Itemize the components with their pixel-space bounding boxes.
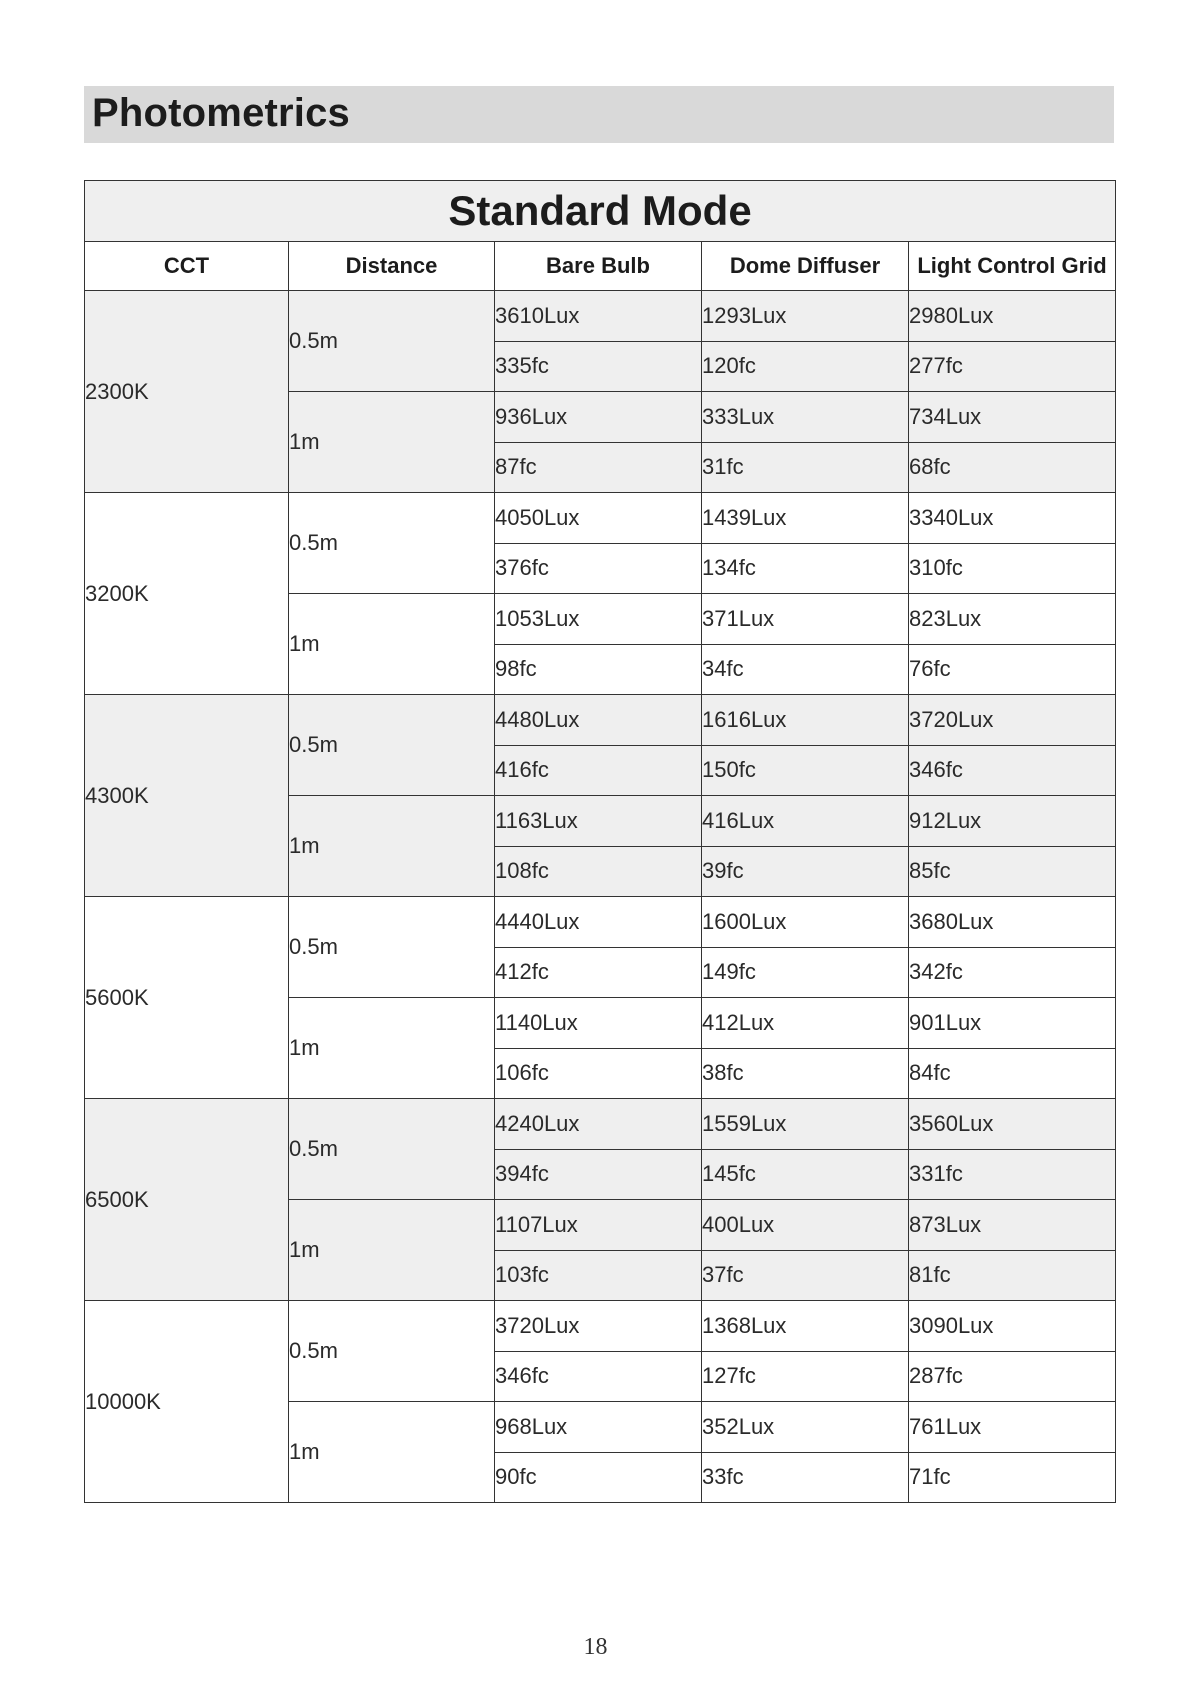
- bare-bulb-value: 87fc: [495, 442, 702, 493]
- light-control-grid-value: 901Lux: [909, 998, 1116, 1049]
- table-row: [85, 695, 1116, 746]
- distance-cell: 0.5m: [289, 493, 495, 594]
- distance-cell: 0.5m: [289, 695, 495, 796]
- dome-diffuser-value: 38fc: [702, 1048, 909, 1099]
- dome-diffuser-value: 1559Lux: [702, 1099, 909, 1150]
- light-control-grid-value: 76fc: [909, 644, 1116, 695]
- dome-diffuser-value: 39fc: [702, 846, 909, 897]
- distance-cell: 0.5m: [289, 897, 495, 998]
- bare-bulb-value: 1140Lux: [495, 998, 702, 1049]
- bare-bulb-value: 3720Lux: [495, 1301, 702, 1352]
- bare-bulb-value: 376fc: [495, 543, 702, 594]
- dome-diffuser-value: 1368Lux: [702, 1301, 909, 1352]
- bare-bulb-value: 106fc: [495, 1048, 702, 1099]
- bare-bulb-value: 416fc: [495, 745, 702, 796]
- photometrics-table: [84, 180, 1116, 1503]
- dome-diffuser-value: 1439Lux: [702, 493, 909, 544]
- light-control-grid-value: 331fc: [909, 1149, 1116, 1200]
- dome-diffuser-value: 416Lux: [702, 796, 909, 847]
- dome-diffuser-value: 150fc: [702, 745, 909, 796]
- bare-bulb-value: 335fc: [495, 341, 702, 392]
- dome-diffuser-value: 127fc: [702, 1351, 909, 1402]
- section-header-bar: [84, 86, 1114, 143]
- dome-diffuser-value: 149fc: [702, 947, 909, 998]
- cct-cell: 5600K: [85, 897, 289, 1099]
- header-dome-diffuser: Dome Diffuser: [702, 242, 909, 291]
- light-control-grid-value: 3090Lux: [909, 1301, 1116, 1352]
- header-distance: Distance: [289, 242, 495, 291]
- light-control-grid-value: 3680Lux: [909, 897, 1116, 948]
- light-control-grid-value: 342fc: [909, 947, 1116, 998]
- bare-bulb-value: 4050Lux: [495, 493, 702, 544]
- table-row: [85, 1099, 1116, 1150]
- distance-cell: 1m: [289, 392, 495, 493]
- cct-cell: 2300K: [85, 291, 289, 493]
- bare-bulb-value: 108fc: [495, 846, 702, 897]
- bare-bulb-value: 1107Lux: [495, 1200, 702, 1251]
- distance-cell: 1m: [289, 998, 495, 1099]
- dome-diffuser-value: 412Lux: [702, 998, 909, 1049]
- light-control-grid-value: 84fc: [909, 1048, 1116, 1099]
- bare-bulb-value: 103fc: [495, 1250, 702, 1301]
- light-control-grid-value: 85fc: [909, 846, 1116, 897]
- table-row: [85, 897, 1116, 948]
- dome-diffuser-value: 1616Lux: [702, 695, 909, 746]
- header-cct: CCT: [85, 242, 289, 291]
- dome-diffuser-value: 1600Lux: [702, 897, 909, 948]
- distance-cell: 0.5m: [289, 1099, 495, 1200]
- bare-bulb-value: 4240Lux: [495, 1099, 702, 1150]
- bare-bulb-value: 346fc: [495, 1351, 702, 1402]
- bare-bulb-value: 4480Lux: [495, 695, 702, 746]
- light-control-grid-value: 3340Lux: [909, 493, 1116, 544]
- bare-bulb-value: 98fc: [495, 644, 702, 695]
- bare-bulb-value: 90fc: [495, 1452, 702, 1503]
- bare-bulb-value: 936Lux: [495, 392, 702, 443]
- dome-diffuser-value: 134fc: [702, 543, 909, 594]
- dome-diffuser-value: 31fc: [702, 442, 909, 493]
- light-control-grid-value: 912Lux: [909, 796, 1116, 847]
- light-control-grid-value: 277fc: [909, 341, 1116, 392]
- cct-group: [85, 695, 1116, 897]
- cct-cell: 10000K: [85, 1301, 289, 1503]
- cct-cell: 4300K: [85, 695, 289, 897]
- bare-bulb-value: 3610Lux: [495, 291, 702, 342]
- light-control-grid-value: 68fc: [909, 442, 1116, 493]
- dome-diffuser-value: 371Lux: [702, 594, 909, 645]
- light-control-grid-value: 310fc: [909, 543, 1116, 594]
- light-control-grid-value: 346fc: [909, 745, 1116, 796]
- table-row: [85, 1301, 1116, 1352]
- light-control-grid-value: 823Lux: [909, 594, 1116, 645]
- dome-diffuser-value: 37fc: [702, 1250, 909, 1301]
- table-row: [85, 291, 1116, 342]
- light-control-grid-value: 3720Lux: [909, 695, 1116, 746]
- bare-bulb-value: 394fc: [495, 1149, 702, 1200]
- distance-cell: 1m: [289, 594, 495, 695]
- light-control-grid-value: 873Lux: [909, 1200, 1116, 1251]
- dome-diffuser-value: 120fc: [702, 341, 909, 392]
- dome-diffuser-value: 400Lux: [702, 1200, 909, 1251]
- light-control-grid-value: 734Lux: [909, 392, 1116, 443]
- light-control-grid-value: 71fc: [909, 1452, 1116, 1503]
- bare-bulb-value: 4440Lux: [495, 897, 702, 948]
- dome-diffuser-value: 352Lux: [702, 1402, 909, 1453]
- table-title: Standard Mode: [85, 181, 1116, 242]
- cct-group: [85, 1301, 1116, 1503]
- distance-cell: 0.5m: [289, 291, 495, 392]
- dome-diffuser-value: 145fc: [702, 1149, 909, 1200]
- distance-cell: 0.5m: [289, 1301, 495, 1402]
- dome-diffuser-value: 333Lux: [702, 392, 909, 443]
- light-control-grid-value: 287fc: [909, 1351, 1116, 1402]
- table-header-row: [85, 242, 1116, 291]
- bare-bulb-value: 1053Lux: [495, 594, 702, 645]
- light-control-grid-value: 761Lux: [909, 1402, 1116, 1453]
- light-control-grid-value: 2980Lux: [909, 291, 1116, 342]
- cct-cell: 3200K: [85, 493, 289, 695]
- table-title-row: [85, 181, 1116, 242]
- distance-cell: 1m: [289, 1200, 495, 1301]
- cct-group: [85, 897, 1116, 1099]
- cct-group: [85, 493, 1116, 695]
- bare-bulb-value: 968Lux: [495, 1402, 702, 1453]
- table-row: [85, 493, 1116, 544]
- bare-bulb-value: 1163Lux: [495, 796, 702, 847]
- cct-group: [85, 1099, 1116, 1301]
- light-control-grid-value: 3560Lux: [909, 1099, 1116, 1150]
- header-light-control-grid: Light Control Grid: [909, 242, 1116, 291]
- distance-cell: 1m: [289, 796, 495, 897]
- header-bare-bulb: Bare Bulb: [495, 242, 702, 291]
- bare-bulb-value: 412fc: [495, 947, 702, 998]
- light-control-grid-value: 81fc: [909, 1250, 1116, 1301]
- dome-diffuser-value: 34fc: [702, 644, 909, 695]
- distance-cell: 1m: [289, 1402, 495, 1503]
- dome-diffuser-value: 1293Lux: [702, 291, 909, 342]
- cct-group: [85, 291, 1116, 493]
- page-number: 18: [583, 1634, 608, 1660]
- cct-cell: 6500K: [85, 1099, 289, 1301]
- dome-diffuser-value: 33fc: [702, 1452, 909, 1503]
- section-title: Photometrics: [92, 91, 351, 135]
